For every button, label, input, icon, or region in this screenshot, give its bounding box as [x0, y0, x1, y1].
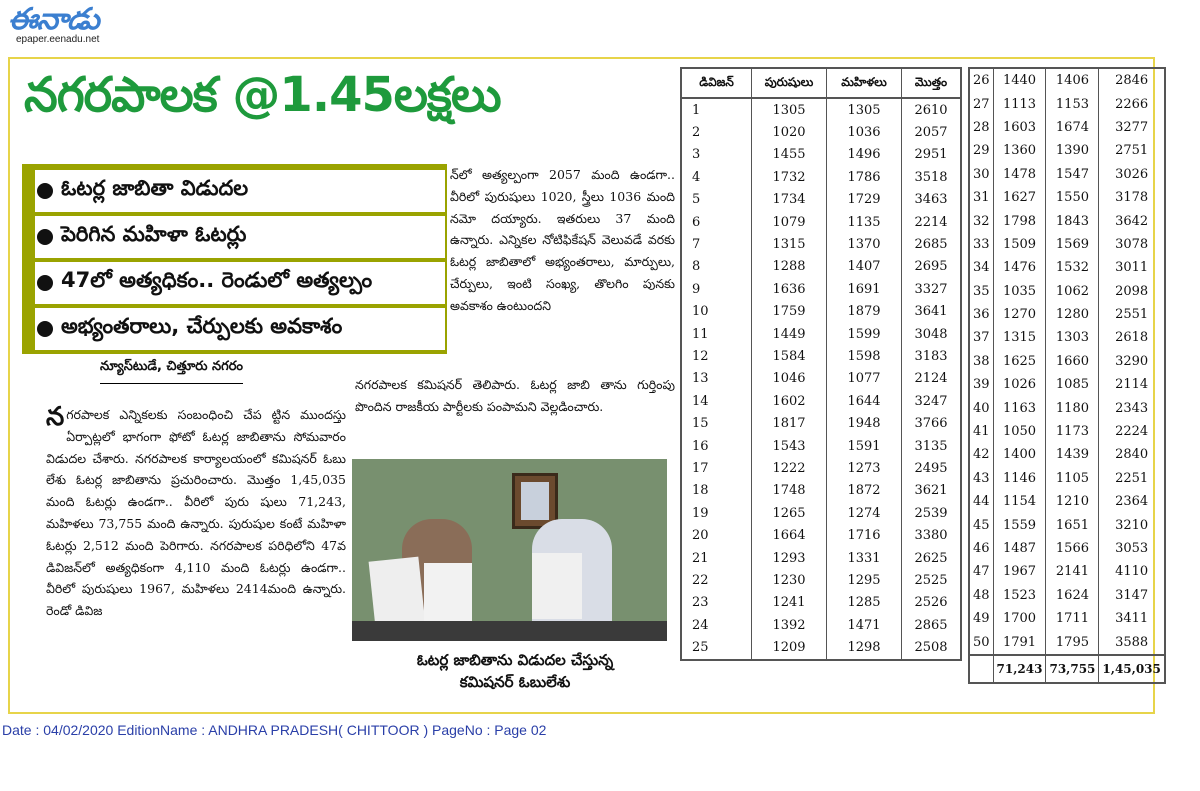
count-cell: 1113 [993, 92, 1046, 115]
voter-table-left [680, 67, 962, 661]
count-cell: 2098 [1099, 280, 1165, 303]
count-cell: 1050 [993, 420, 1046, 443]
count-cell: 1298 [827, 636, 902, 659]
count-cell: 1146 [993, 467, 1046, 490]
count-cell: 1230 [752, 569, 827, 591]
count-cell: 2224 [1099, 420, 1165, 443]
count-cell: 1406 [1046, 68, 1099, 92]
count-cell: 3053 [1099, 537, 1165, 560]
division-cell: 5 [681, 189, 752, 211]
count-cell: 3380 [902, 524, 962, 546]
table-row [969, 92, 1165, 115]
total-cell [969, 655, 993, 683]
count-cell: 3135 [902, 435, 962, 457]
division-cell: 32 [969, 209, 993, 232]
count-cell: 3327 [902, 278, 962, 300]
article-column-3: నగరపాలక కమిషనర్ తెలిపారు. ఓటర్ల జాబి తాను గుర్తింపు పొందిన రాజకీయ పార్టీలకు పంపామని వెల్లడించారు. [355, 377, 675, 414]
count-cell: 2495 [902, 457, 962, 479]
count-cell: 1295 [827, 569, 902, 591]
division-cell: 36 [969, 303, 993, 326]
count-cell: 3210 [1099, 513, 1165, 536]
column-header: డివిజన్ [681, 68, 752, 98]
division-cell: 22 [681, 569, 752, 591]
count-cell: 2508 [902, 636, 962, 659]
table-row [681, 121, 961, 143]
count-cell: 1817 [752, 412, 827, 434]
voter-list-sheet [369, 557, 426, 630]
table-row [969, 443, 1165, 466]
table-row [681, 166, 961, 188]
count-cell: 1265 [752, 502, 827, 524]
count-cell: 1400 [993, 443, 1046, 466]
table-row [969, 233, 1165, 256]
totals-row [969, 655, 1165, 683]
count-cell: 3277 [1099, 116, 1165, 139]
division-cell: 25 [681, 636, 752, 659]
count-cell: 1625 [993, 350, 1046, 373]
count-cell: 3011 [1099, 256, 1165, 279]
count-cell: 2951 [902, 144, 962, 166]
count-cell: 3588 [1099, 630, 1165, 654]
division-cell: 13 [681, 368, 752, 390]
division-cell: 9 [681, 278, 752, 300]
division-cell: 8 [681, 256, 752, 278]
logo-url: epaper.eenadu.net [16, 34, 100, 45]
table-row [969, 163, 1165, 186]
count-cell: 1967 [993, 560, 1046, 583]
count-cell: 1449 [752, 323, 827, 345]
count-cell: 2251 [1099, 467, 1165, 490]
count-cell: 1270 [993, 303, 1046, 326]
count-cell: 1390 [1046, 139, 1099, 162]
article-column-2: న్‌లో అత్యల్పంగా 2057 మంది ఉండగా.. వీరిలో పురుషులు 1020, స్త్రీలు 1036 మంది నమో దయ్యారు. ఇతరులు 37 మంది ఉన్నారు. ఎన్నికల నోటిఫికేషన్ వెలువడే వరకు ఓటర్ల జాబితాలో అభ్యంతరాలు, మార్పులు, చేర్పులు, ఇంటి సంఖ్య, తొలగిం పునకు అవకాశం ఉంటుందని [450, 167, 675, 313]
count-cell: 1798 [993, 209, 1046, 232]
count-cell: 1948 [827, 412, 902, 434]
column-header: పురుషులు [752, 68, 827, 98]
count-cell: 3026 [1099, 163, 1165, 186]
count-cell: 1062 [1046, 280, 1099, 303]
count-cell: 3147 [1099, 584, 1165, 607]
bullet-icon [37, 183, 53, 199]
count-cell: 1305 [752, 98, 827, 121]
drop-cap: న [46, 402, 65, 432]
count-cell: 1602 [752, 390, 827, 412]
table-row [969, 350, 1165, 373]
count-cell: 1691 [827, 278, 902, 300]
count-cell: 2695 [902, 256, 962, 278]
division-cell: 17 [681, 457, 752, 479]
count-cell: 2846 [1099, 68, 1165, 92]
division-cell: 4 [681, 166, 752, 188]
count-cell: 1786 [827, 166, 902, 188]
desk [352, 621, 667, 641]
division-cell: 48 [969, 584, 993, 607]
table-row [969, 256, 1165, 279]
count-cell: 1566 [1046, 537, 1099, 560]
voter-table [680, 67, 1161, 707]
count-cell: 1543 [752, 435, 827, 457]
count-cell: 1509 [993, 233, 1046, 256]
count-cell: 2141 [1046, 560, 1099, 583]
count-cell: 2124 [902, 368, 962, 390]
division-cell: 2 [681, 121, 752, 143]
division-cell: 7 [681, 233, 752, 255]
count-cell: 1154 [993, 490, 1046, 513]
division-cell: 24 [681, 614, 752, 636]
division-cell: 6 [681, 211, 752, 233]
count-cell: 1523 [993, 584, 1046, 607]
count-cell: 1455 [752, 144, 827, 166]
table-row [681, 435, 961, 457]
division-cell: 40 [969, 396, 993, 419]
count-cell: 1026 [993, 373, 1046, 396]
table-row [969, 537, 1165, 560]
count-cell: 1035 [993, 280, 1046, 303]
division-cell: 29 [969, 139, 993, 162]
table-row [969, 607, 1165, 630]
count-cell: 1288 [752, 256, 827, 278]
count-cell: 1651 [1046, 513, 1099, 536]
count-cell: 1879 [827, 301, 902, 323]
division-cell: 42 [969, 443, 993, 466]
count-cell: 1163 [993, 396, 1046, 419]
table-row [681, 547, 961, 569]
table-row [969, 186, 1165, 209]
division-cell: 27 [969, 92, 993, 115]
table-row [969, 560, 1165, 583]
count-cell: 3518 [902, 166, 962, 188]
division-cell: 18 [681, 480, 752, 502]
count-cell: 1598 [827, 345, 902, 367]
table-row [681, 592, 961, 614]
voter-table-right [968, 67, 1166, 684]
table-row [681, 323, 961, 345]
count-cell: 3621 [902, 480, 962, 502]
table-row [681, 502, 961, 524]
count-cell: 1748 [752, 480, 827, 502]
count-cell: 1734 [752, 189, 827, 211]
count-cell: 1315 [993, 326, 1046, 349]
count-cell: 1273 [827, 457, 902, 479]
division-cell: 35 [969, 280, 993, 303]
count-cell: 2364 [1099, 490, 1165, 513]
division-cell: 15 [681, 412, 752, 434]
count-cell: 1791 [993, 630, 1046, 654]
table-row [681, 569, 961, 591]
highlight-item: అభ్యంతరాలు, చేర్పులకు అవకాశం [35, 308, 445, 350]
count-cell: 1180 [1046, 396, 1099, 419]
count-cell: 1559 [993, 513, 1046, 536]
count-cell: 1584 [752, 345, 827, 367]
count-cell: 3048 [902, 323, 962, 345]
count-cell: 1487 [993, 537, 1046, 560]
division-cell: 37 [969, 326, 993, 349]
count-cell: 1627 [993, 186, 1046, 209]
count-cell: 1843 [1046, 209, 1099, 232]
table-row [681, 189, 961, 211]
column-header: మొత్తం [902, 68, 962, 98]
table-row [969, 630, 1165, 654]
count-cell: 1569 [1046, 233, 1099, 256]
division-cell: 34 [969, 256, 993, 279]
count-cell: 1241 [752, 592, 827, 614]
table-row [969, 420, 1165, 443]
division-cell: 10 [681, 301, 752, 323]
division-cell: 1 [681, 98, 752, 121]
table-row [681, 457, 961, 479]
total-cell: 71,243 [993, 655, 1046, 683]
table-row [681, 144, 961, 166]
count-cell: 1547 [1046, 163, 1099, 186]
count-cell: 2525 [902, 569, 962, 591]
count-cell: 1210 [1046, 490, 1099, 513]
count-cell: 1599 [827, 323, 902, 345]
count-cell: 1644 [827, 390, 902, 412]
division-cell: 45 [969, 513, 993, 536]
table-row [681, 211, 961, 233]
division-cell: 38 [969, 350, 993, 373]
count-cell: 1360 [993, 139, 1046, 162]
count-cell: 1331 [827, 547, 902, 569]
headline: నగరపాలక @1.45లక్షలు [24, 67, 501, 123]
table-row [969, 116, 1165, 139]
count-cell: 1105 [1046, 467, 1099, 490]
count-cell: 1603 [993, 116, 1046, 139]
division-cell: 33 [969, 233, 993, 256]
count-cell: 1591 [827, 435, 902, 457]
count-cell: 1222 [752, 457, 827, 479]
count-cell: 1303 [1046, 326, 1099, 349]
count-cell: 1795 [1046, 630, 1099, 654]
count-cell: 2526 [902, 592, 962, 614]
table-row [681, 278, 961, 300]
count-cell: 1711 [1046, 607, 1099, 630]
division-cell: 50 [969, 630, 993, 654]
article-text: గరపాలక ఎన్నికలకు సంబంధించి చేప ట్టిన ముందస్తు ఏర్పాట్లలో భాగంగా ఫోటో ఓటర్ల జాబితాను సోమవారం విడుదల చేశారు. నగరపాలక కార్యాలయంలో కమిషనర్ ఓబు లేశు ఓటర్ల జాబితాను ప్రచురించారు. మొత్తం 1,45,035 మంది ఓటర్లు ఉండగా.. వీరిలో పురు షులు 71,243, మహిళలు 73,755 మంది ఉన్నారు. పురుషుల కంటే మహిళా ఓటర్లు 2,512 మంది పెరిగారు. నగరపాలక పరిధిలోని 47వ డివిజన్‌లో అత్యధికంగా 4,110 మంది ఓటర్లు ఉండగా.. వీరిలో పురుషులు 1967, మహిళలు 2414మంది ఉన్నారు. రెండో డివిజ [46, 407, 346, 619]
count-cell: 1660 [1046, 350, 1099, 373]
count-cell: 1407 [827, 256, 902, 278]
count-cell: 1305 [827, 98, 902, 121]
byline: న్యూస్‌టుడే, చిత్తూరు నగరం [100, 359, 243, 384]
edition-footer: Date : 04/02/2020 EditionName : ANDHRA PRADESH( CHITTOOR ) PageNo : Page 02 [2, 722, 547, 738]
table-row [681, 368, 961, 390]
count-cell: 1476 [993, 256, 1046, 279]
count-cell: 2685 [902, 233, 962, 255]
table-row [681, 301, 961, 323]
column-header: మహిళలు [827, 68, 902, 98]
division-cell: 23 [681, 592, 752, 614]
division-cell: 16 [681, 435, 752, 457]
count-cell: 3290 [1099, 350, 1165, 373]
count-cell: 1478 [993, 163, 1046, 186]
division-cell: 19 [681, 502, 752, 524]
count-cell: 2266 [1099, 92, 1165, 115]
table-row [969, 326, 1165, 349]
table-row [969, 396, 1165, 419]
count-cell: 1716 [827, 524, 902, 546]
count-cell: 1700 [993, 607, 1046, 630]
count-cell: 3411 [1099, 607, 1165, 630]
count-cell: 1532 [1046, 256, 1099, 279]
highlight-item: ఓటర్ల జాబితా విడుదల [35, 170, 445, 212]
count-cell: 3463 [902, 189, 962, 211]
bullet-icon [37, 229, 53, 245]
count-cell: 1759 [752, 301, 827, 323]
logo-text: ఈనాడు [8, 2, 99, 37]
division-cell: 31 [969, 186, 993, 209]
count-cell: 1077 [827, 368, 902, 390]
division-cell: 47 [969, 560, 993, 583]
count-cell: 1046 [752, 368, 827, 390]
news-clipping [8, 57, 1161, 714]
table-row [969, 584, 1165, 607]
table-row [681, 345, 961, 367]
highlights-box [22, 164, 447, 354]
count-cell: 1173 [1046, 420, 1099, 443]
count-cell: 1636 [752, 278, 827, 300]
count-cell: 1471 [827, 614, 902, 636]
count-cell: 4110 [1099, 560, 1165, 583]
count-cell: 2214 [902, 211, 962, 233]
count-cell: 1293 [752, 547, 827, 569]
news-photo [352, 459, 667, 641]
division-cell: 28 [969, 116, 993, 139]
table-row [681, 614, 961, 636]
table-row [969, 467, 1165, 490]
highlight-item: పెరిగిన మహిళా ఓటర్లు [35, 216, 445, 258]
table-row [681, 233, 961, 255]
table-row [681, 98, 961, 121]
division-cell: 49 [969, 607, 993, 630]
article-column-1 [46, 404, 346, 622]
table-row [681, 412, 961, 434]
count-cell: 2865 [902, 614, 962, 636]
division-cell: 43 [969, 467, 993, 490]
count-cell: 3247 [902, 390, 962, 412]
count-cell: 1285 [827, 592, 902, 614]
count-cell: 1370 [827, 233, 902, 255]
table-row [969, 513, 1165, 536]
count-cell: 1496 [827, 144, 902, 166]
count-cell: 3078 [1099, 233, 1165, 256]
table-row [681, 524, 961, 546]
count-cell: 3642 [1099, 209, 1165, 232]
total-cell: 1,45,035 [1099, 655, 1165, 683]
table-row [969, 68, 1165, 92]
count-cell: 3641 [902, 301, 962, 323]
division-cell: 44 [969, 490, 993, 513]
count-cell: 1674 [1046, 116, 1099, 139]
division-cell: 3 [681, 144, 752, 166]
division-cell: 41 [969, 420, 993, 443]
table-row [681, 390, 961, 412]
table-row [681, 256, 961, 278]
count-cell: 1274 [827, 502, 902, 524]
count-cell: 2114 [1099, 373, 1165, 396]
table-row [681, 480, 961, 502]
division-cell: 26 [969, 68, 993, 92]
count-cell: 1020 [752, 121, 827, 143]
count-cell: 3766 [902, 412, 962, 434]
highlight-item: 47లో అత్యధికం.. రెండులో అత్యల్పం [35, 262, 445, 304]
count-cell: 1550 [1046, 186, 1099, 209]
count-cell: 1135 [827, 211, 902, 233]
division-cell: 46 [969, 537, 993, 560]
count-cell: 1729 [827, 189, 902, 211]
bullet-icon [37, 321, 53, 337]
count-cell: 2057 [902, 121, 962, 143]
count-cell: 1280 [1046, 303, 1099, 326]
eenadu-logo [8, 4, 99, 45]
count-cell: 2625 [902, 547, 962, 569]
table-row [969, 373, 1165, 396]
division-cell: 14 [681, 390, 752, 412]
count-cell: 2551 [1099, 303, 1165, 326]
table-row [969, 280, 1165, 303]
count-cell: 1079 [752, 211, 827, 233]
division-cell: 30 [969, 163, 993, 186]
count-cell: 2539 [902, 502, 962, 524]
division-cell: 20 [681, 524, 752, 546]
division-cell: 21 [681, 547, 752, 569]
count-cell: 1209 [752, 636, 827, 659]
count-cell: 1624 [1046, 584, 1099, 607]
voter-list-sheet [532, 553, 582, 619]
count-cell: 1872 [827, 480, 902, 502]
count-cell: 1732 [752, 166, 827, 188]
count-cell: 2840 [1099, 443, 1165, 466]
table-row [969, 139, 1165, 162]
table-row [969, 209, 1165, 232]
count-cell: 2343 [1099, 396, 1165, 419]
total-cell: 73,755 [1046, 655, 1099, 683]
count-cell: 2618 [1099, 326, 1165, 349]
table-row [681, 636, 961, 659]
count-cell: 2751 [1099, 139, 1165, 162]
bullet-icon [37, 275, 53, 291]
count-cell: 1153 [1046, 92, 1099, 115]
division-cell: 11 [681, 323, 752, 345]
count-cell: 1439 [1046, 443, 1099, 466]
count-cell: 1036 [827, 121, 902, 143]
count-cell: 1315 [752, 233, 827, 255]
count-cell: 1392 [752, 614, 827, 636]
count-cell: 1664 [752, 524, 827, 546]
count-cell: 1085 [1046, 373, 1099, 396]
table-row [969, 490, 1165, 513]
table-row [969, 303, 1165, 326]
division-cell: 12 [681, 345, 752, 367]
photo-caption: ఓటర్ల జాబితాను విడుదల చేస్తున్న కమిషనర్ ఓబులేశు [416, 651, 614, 691]
count-cell: 3183 [902, 345, 962, 367]
count-cell: 2610 [902, 98, 962, 121]
count-cell: 1440 [993, 68, 1046, 92]
count-cell: 3178 [1099, 186, 1165, 209]
division-cell: 39 [969, 373, 993, 396]
